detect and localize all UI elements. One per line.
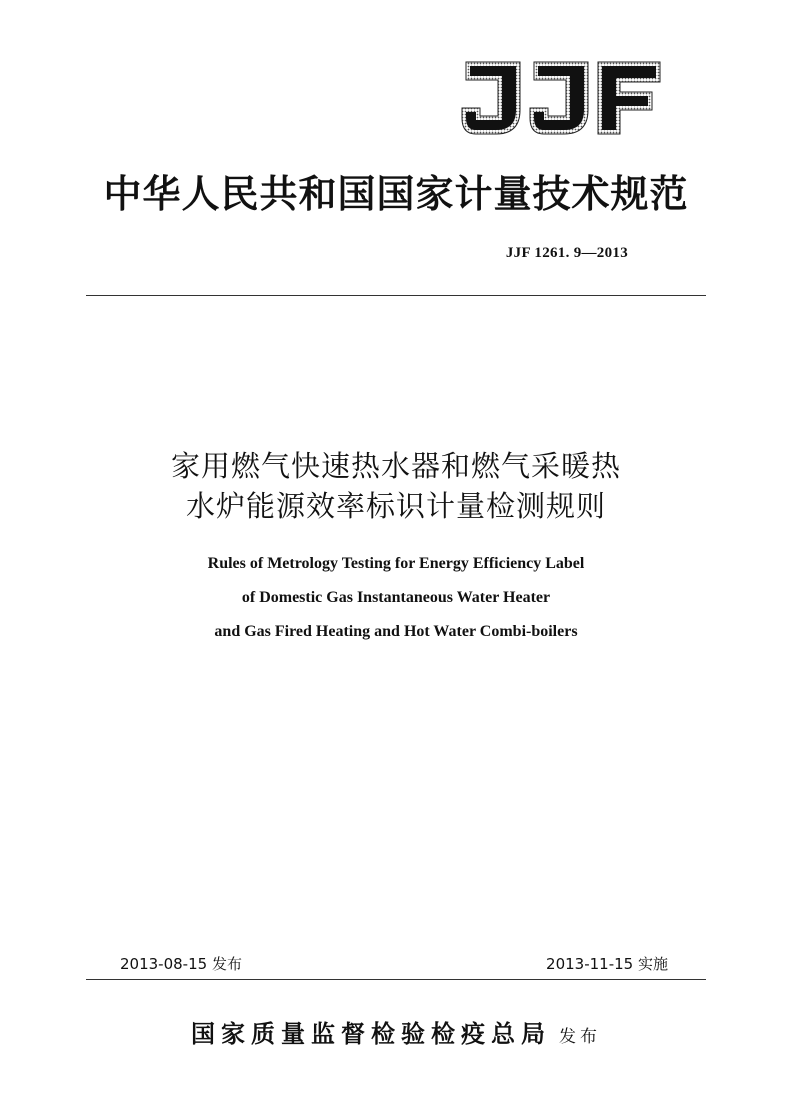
bottom-divider xyxy=(86,979,706,980)
top-divider xyxy=(86,295,706,296)
publisher-line xyxy=(0,1014,792,1049)
country-standard-title: 中华人民共和国国家计量技术规范 xyxy=(103,171,689,216)
publisher-organization: 国家质量监督检验检疫总局 xyxy=(191,1019,551,1048)
standard-number: JJF 1261. 9—2013 xyxy=(505,245,628,261)
jjf-logo xyxy=(458,56,662,140)
implementation-date: 2013-11-15 实施 xyxy=(546,955,668,973)
english-title-line-1: Rules of Metrology Testing for Energy Efficiency Label xyxy=(207,555,585,572)
issue-date: 2013-08-15 发布 xyxy=(120,955,242,973)
english-title-line-2: of Domestic Gas Instantaneous Water Heater xyxy=(241,589,551,606)
english-title-line-3: and Gas Fired Heating and Hot Water Combi-boilers xyxy=(214,623,578,640)
publisher-suffix: 发布 xyxy=(559,1027,601,1047)
chinese-title-line-1: 家用燃气快速热水器和燃气采暖热 xyxy=(170,449,621,483)
chinese-title-line-2: 水炉能源效率标识计量检测规则 xyxy=(185,489,606,523)
jjf-logo-graphic xyxy=(458,56,662,140)
